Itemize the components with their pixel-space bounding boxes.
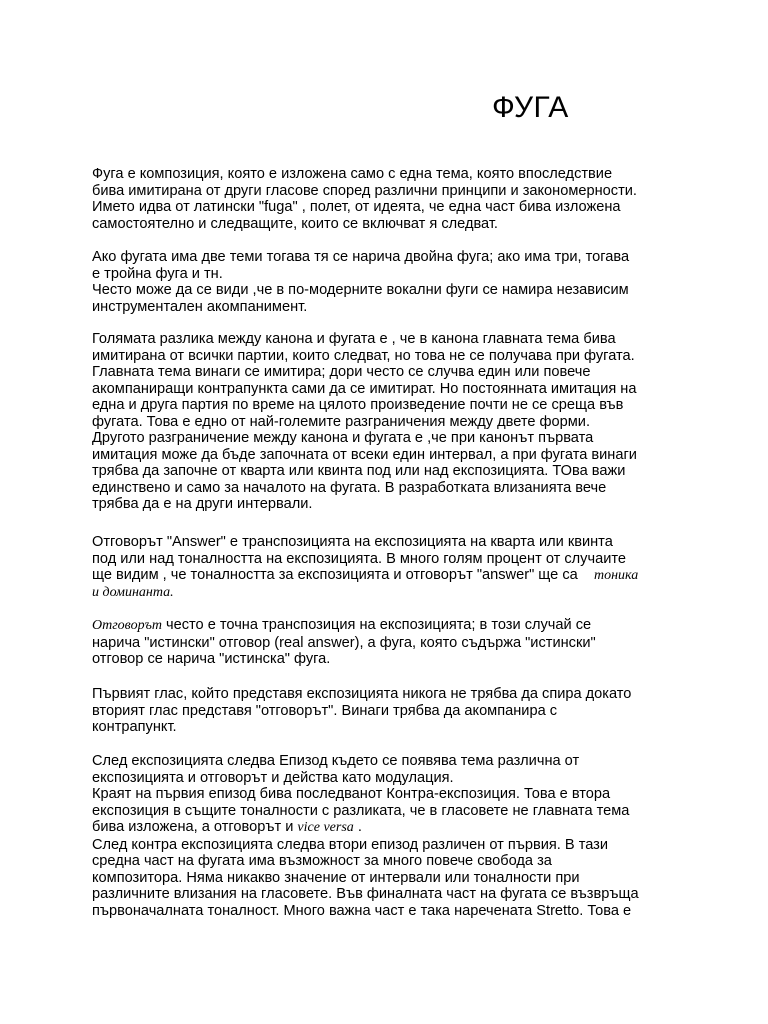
text-run: бива изложена, а отговорът и [92,819,298,835]
text-line [92,617,682,635]
text-line: самостоятелно и следващите, които се включват я следват. [92,215,498,232]
text-line: Често може да се види ,че в по-модерните вокални фуги се намира независим [92,282,629,298]
text-line: Другото разграничение между канона и фугата е ,че при канонът първата [92,430,594,446]
text-line: Името идва от латински "fuga" , полет, от идеята, че една част бива изложена [92,199,621,215]
paragraph-fugue-definition [92,166,682,232]
text-line: трябва да започне от кварта или квинта под или над експозицията. ТОва важи [92,463,626,479]
text-line: фугата. Това е едно от най-големите разграничения между двете форми. [92,413,591,430]
text-line: вторият глас представя "отговорът". Винаги трябва да акомпанира с [92,702,558,719]
text-line: средна част на фугата има възможност за много повече свобода за [92,853,552,869]
text-line: акомпаниращи контрапункта сами да се имитират. Но постоянната имитация на [92,380,637,397]
text-line: една и друга партия по време на цялото произведение почти не се среща във [92,397,624,413]
text-line: Ако фугата има две теми тогава тя се нарича двойна фуга; ако има три, тогава [92,249,630,265]
text-line: имитирана от всички партии, които следват, но това не се получава при фугата. [92,347,635,364]
text-line: След експозицията следва Епизод където се появява тема различна от [92,753,580,769]
text-line: Фуга е композиция, която е изложена само с една тема, която впоследствие [92,166,613,182]
text-line: отговор се нарича "истинска" фуга. [92,651,331,667]
text-line: експозицията и отговорът и действа като модулация. [92,769,454,786]
text-line: Първият глас, който представя експозицията никога не трябва да спира докато [92,686,632,702]
text-run: ще видим , че тоналността за експозицията и отговорът "answer" ще са [92,567,578,583]
text-run: . [353,819,362,835]
italic-term-vice-versa: vice versa [297,820,354,835]
text-line: След контра експозицията следва втори епизод различен от първия. В тази [92,836,609,853]
paragraph-real-answer [92,617,682,668]
text-line: трябва да е на други интервали. [92,496,313,512]
text-line: експозиция в същите тоналности с разликата, че в гласовете не главната тема [92,802,630,819]
paragraph-double-fugue [92,249,682,315]
text-line: имитация може да бъде започната от всеки един интервал, а при фугата винаги [92,446,637,463]
text-run: често е точна транспозиция на експозицията; в този случай се [161,617,592,633]
text-line [92,819,682,837]
text-line: Главната тема винаги се имитира; дори често се случва един или повече [92,364,591,380]
text-line: първоначалната тоналност. Много важна част е така наречената Stretto. Това е [92,902,632,919]
text-line: контрапункт. [92,719,177,735]
text-line: композитора. Няма никакво значение от интервали или тоналности при [92,869,580,886]
text-line: инструментален акомпанимент. [92,298,308,315]
text-line: Голямата разлика между канона и фугата е , че в канона главната тема бива [92,331,616,347]
italic-term-tonic: тоника [593,568,639,583]
paragraph-first-voice [92,686,682,736]
text-line: Краят на първия епизод бива последванот Контра-експозиция. Това е втора [92,786,611,802]
text-line: единствено и само за началото на фугата. В разработката влизанията вече [92,479,607,496]
italic-term-dominant: и доминанта. [92,584,174,600]
text-line: под или над тоналността на експозицията. В много голям процент от случаите [92,550,626,567]
paragraph-canon-vs-fugue [92,331,682,513]
paragraph-episode [92,753,682,919]
italic-term-answer: Отговорът [92,618,162,633]
document-title: ФУГА [492,91,569,124]
text-line: различните влизания на гласовете. Във финалната част на фугата се възвръща [92,886,639,902]
text-line: нарича "истински" отговор (real answer), а фуга, която съдържа "истински" [92,634,596,651]
paragraph-answer [92,534,682,601]
text-line: бива имитирана от други гласове според различни принципи и закономерности. [92,182,637,199]
text-line [92,567,682,585]
text-line: Отговорът "Answer" е транспозицията на експозицията на кварта или квинта [92,534,613,550]
text-line: е тройна фуга и тн. [92,265,223,282]
